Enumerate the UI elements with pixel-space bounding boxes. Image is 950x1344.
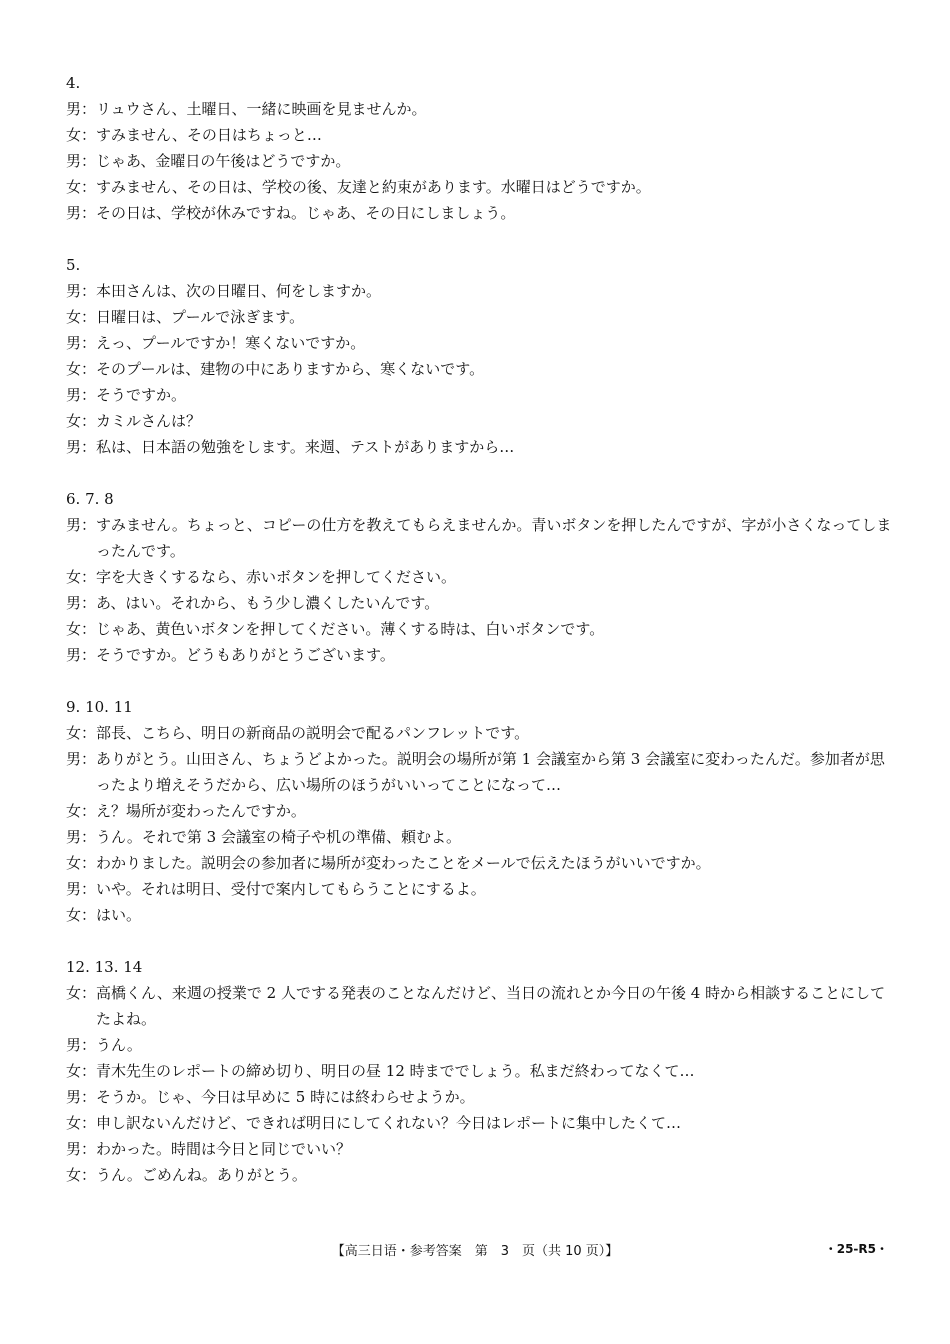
- dialogue-section: [66, 486, 896, 668]
- dialogue-line: [66, 382, 896, 408]
- speaker-label: 女：: [66, 178, 97, 196]
- dialogue-line: [66, 616, 896, 642]
- dialogue-line: [66, 824, 896, 850]
- dialogue-text: うん。それで第 3 会議室の椅子や机の準備、頼むよ。: [96, 828, 461, 846]
- speaker-label: 女：: [66, 802, 97, 820]
- dialogue-line: [66, 304, 896, 330]
- speaker-label: 男：: [66, 1140, 97, 1158]
- speaker-label: 男：: [66, 204, 97, 222]
- speaker-label: 男：: [66, 282, 97, 300]
- transcript-content: [66, 70, 896, 1214]
- dialogue-line: [66, 122, 896, 148]
- speaker-label: 男：: [66, 100, 97, 118]
- dialogue-line: [66, 174, 896, 200]
- dialogue-section: [66, 954, 896, 1188]
- dialogue-text: うん。ごめんね。ありがとう。: [96, 1166, 307, 1184]
- dialogue-text: 私は、日本語の勉強をします。来週、テストがありますから…: [96, 438, 515, 456]
- dialogue-text: そうですか。: [96, 386, 187, 404]
- dialogue-text: ありがとう。山田さん、ちょうどよかった。説明会の場所が第 1 会議室から第 3 会議室に変わったんだ。参加者が思ったより増えそうだから、広い場所のほうがいいってことになって…: [96, 750, 885, 794]
- speaker-label: 女：: [66, 360, 97, 378]
- dialogue-text: 字を大きくするなら、赤いボタンを押してください。: [96, 568, 457, 586]
- dialogue-text: すみません。ちょっと、コピーの仕方を教えてもらえませんか。青いボタンを押したんですが、字が小さくなってしまったんです。: [96, 516, 892, 560]
- speaker-label: 女：: [66, 412, 97, 430]
- dialogue-text: じゃあ、金曜日の午後はどうですか。: [96, 152, 351, 170]
- speaker-label: 男：: [66, 594, 97, 612]
- dialogue-line: [66, 408, 896, 434]
- dialogue-text: うん。: [96, 1036, 142, 1054]
- footer-exam-code: ・25-R5・: [824, 1242, 888, 1256]
- dialogue-line: [66, 1032, 896, 1058]
- footer-page-info: 【高三日语・参考答案 第 3 页（共 10 页）】: [331, 1244, 619, 1259]
- dialogue-text: 本田さんは、次の日曜日、何をしますか。: [96, 282, 382, 300]
- speaker-label: 男：: [66, 646, 97, 664]
- dialogue-line: [66, 1058, 896, 1084]
- speaker-label: 男：: [66, 438, 97, 456]
- dialogue-line: [66, 720, 896, 746]
- dialogue-text: いや。それは明日、受付で案内してもらうことにするよ。: [96, 880, 486, 898]
- dialogue-line: [66, 642, 896, 668]
- dialogue-line: [66, 96, 896, 122]
- dialogue-line: [66, 148, 896, 174]
- dialogue-line: [66, 1136, 896, 1162]
- dialogue-text: わかりました。説明会の参加者に場所が変わったことをメールで伝えたほうがいいですか。: [96, 854, 711, 872]
- speaker-label: 男：: [66, 750, 97, 768]
- dialogue-line: [66, 850, 896, 876]
- dialogue-text: その日は、学校が休みですね。じゃあ、その日にしましょう。: [96, 204, 516, 222]
- dialogue-line: [66, 564, 896, 590]
- dialogue-section: [66, 252, 896, 460]
- speaker-label: 女：: [66, 308, 97, 326]
- speaker-label: 男：: [66, 386, 97, 404]
- dialogue-text: カミルさんは？: [96, 412, 202, 430]
- dialogue-line: [66, 278, 896, 304]
- speaker-label: 男：: [66, 1036, 97, 1054]
- speaker-label: 男：: [66, 516, 97, 534]
- dialogue-text: 日曜日は、プールで泳ぎます。: [96, 308, 305, 326]
- dialogue-line: [66, 1162, 896, 1188]
- dialogue-text: えっ、プールですか！寒くないですか。: [96, 334, 366, 352]
- dialogue-line: [66, 902, 896, 928]
- dialogue-line: [66, 980, 896, 1032]
- dialogue-text: リュウさん、土曜日、一緒に映画を見ませんか。: [96, 100, 427, 118]
- dialogue-text: 青木先生のレポートの締め切り、明日の昼 12 時まででしょう。私まだ終わってなくて…: [96, 1062, 695, 1080]
- speaker-label: 男：: [66, 880, 97, 898]
- speaker-label: 男：: [66, 152, 97, 170]
- section-number: 4.: [66, 74, 81, 92]
- speaker-label: 女：: [66, 854, 97, 872]
- dialogue-text: 部長、こちら、明日の新商品の説明会で配るパンフレットです。: [96, 724, 530, 742]
- dialogue-text: すみません、その日は、学校の後、友達と約束があります。水曜日はどうですか。: [96, 178, 651, 196]
- speaker-label: 女：: [66, 568, 97, 586]
- speaker-label: 男：: [66, 334, 97, 352]
- dialogue-text: すみません、その日はちょっと…: [96, 126, 322, 144]
- speaker-label: 男：: [66, 828, 97, 846]
- dialogue-line: [66, 876, 896, 902]
- dialogue-text: そのプールは、建物の中にありますから、寒くないです。: [96, 360, 485, 378]
- dialogue-line: [66, 590, 896, 616]
- speaker-label: 女：: [66, 984, 97, 1002]
- dialogue-text: 申し訳ないんだけど、できれば明日にしてくれない？今日はレポートに集中したくて…: [96, 1114, 682, 1132]
- dialogue-line: [66, 356, 896, 382]
- speaker-label: 男：: [66, 1088, 97, 1106]
- dialogue-section: [66, 694, 896, 928]
- dialogue-line: [66, 1084, 896, 1110]
- speaker-label: 女：: [66, 906, 97, 924]
- dialogue-line: [66, 746, 896, 798]
- page-footer: [0, 1236, 950, 1262]
- dialogue-text: わかった。時間は今日と同じでいい？: [96, 1140, 352, 1158]
- dialogue-line: [66, 434, 896, 460]
- speaker-label: 女：: [66, 1166, 97, 1184]
- dialogue-text: じゃあ、黄色いボタンを押してください。薄くする時は、白いボタンです。: [96, 620, 605, 638]
- dialogue-line: [66, 1110, 896, 1136]
- dialogue-line: [66, 330, 896, 356]
- speaker-label: 女：: [66, 1114, 97, 1132]
- dialogue-text: あ、はい。それから、もう少し濃くしたいんです。: [96, 594, 440, 612]
- speaker-label: 女：: [66, 126, 97, 144]
- dialogue-text: そうですか。どうもありがとうございます。: [96, 646, 395, 664]
- section-number: 9. 10. 11: [66, 698, 133, 716]
- dialogue-text: 高橋くん、来週の授業で 2 人でする発表のことなんだけど、当日の流れとか今日の午後 4 時から相談することにしてたよね。: [96, 984, 886, 1028]
- dialogue-line: [66, 200, 896, 226]
- section-number: 6. 7. 8: [66, 490, 114, 508]
- speaker-label: 女：: [66, 1062, 97, 1080]
- dialogue-text: え？場所が変わったんですか。: [96, 802, 306, 820]
- dialogue-line: [66, 798, 896, 824]
- section-number: 12. 13. 14: [66, 958, 143, 976]
- speaker-label: 女：: [66, 724, 97, 742]
- speaker-label: 女：: [66, 620, 97, 638]
- dialogue-text: そうか。じゃ、今日は早めに 5 時には終わらせようか。: [96, 1088, 475, 1106]
- dialogue-line: [66, 512, 896, 564]
- dialogue-text: はい。: [96, 906, 142, 924]
- section-number: 5.: [66, 256, 81, 274]
- dialogue-section: [66, 70, 896, 226]
